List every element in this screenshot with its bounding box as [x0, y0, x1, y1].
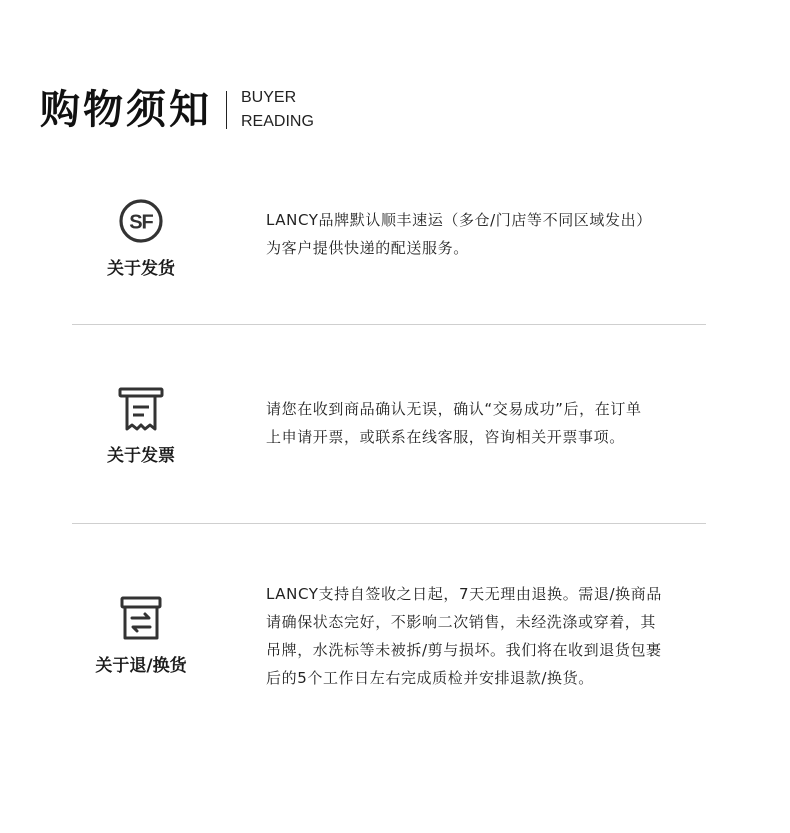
return-exchange-box-icon	[116, 594, 166, 644]
returns-text-line: 后的5个工作日左右完成质检并安排退款/换货。	[266, 669, 594, 687]
invoice-label: 关于发票	[107, 446, 175, 466]
invoice-text-line: 请您在收到商品确认无误，确认“交易成功”后，在订单	[266, 400, 642, 418]
invoice-text-line: 上申请开票，或联系在线客服，咨询相关开票事项。	[266, 428, 625, 446]
returns-label: 关于退/换货	[95, 656, 187, 676]
shipping-label: 关于发货	[107, 259, 175, 279]
subtitle-line-2: READING	[241, 113, 314, 130]
returns-text-line: 吊牌，水洗标等未被拆/剪与损坏。我们将在收到退货包裹	[266, 641, 662, 659]
page-title: 购物须知	[40, 87, 212, 133]
title-divider	[226, 91, 227, 129]
returns-text-line: LANCY支持自签收之日起，7天无理由退换。需退/换商品	[266, 585, 662, 603]
section-divider	[72, 324, 706, 325]
section-divider	[72, 523, 706, 524]
invoice-text	[266, 395, 726, 451]
page-subtitle	[241, 86, 314, 134]
page-header	[40, 86, 314, 134]
shipping-text	[266, 206, 726, 262]
returns-text	[266, 580, 726, 692]
shipping-text-line: 为客户提供快递的配送服务。	[266, 239, 469, 257]
shipping-text-line: LANCY品牌默认顺丰速运（多仓/门店等不同区域发出）	[266, 211, 652, 229]
subtitle-line-1: BUYER	[241, 89, 297, 106]
sf-express-icon	[116, 196, 166, 246]
svg-text:SF: SF	[129, 211, 153, 234]
invoice-receipt-icon	[116, 385, 166, 435]
returns-text-line: 请确保状态完好，不影响二次销售，未经洗涤或穿着，其	[266, 613, 657, 631]
